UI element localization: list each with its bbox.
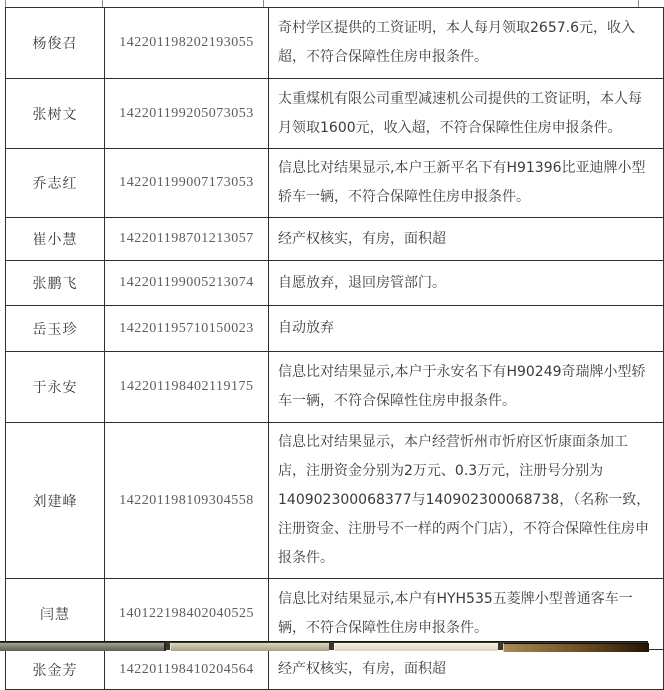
taskbar (0, 641, 648, 650)
table-row (6, 650, 664, 690)
table-row (6, 8, 664, 79)
cell-applicant-name: 乔志红 (6, 149, 105, 218)
cell-review-result: 信息比对结果显示,本户有HYH535五菱牌小型普通客车一辆，不符合保障性住房申报条件。 (269, 579, 664, 650)
cell-id-number: 140122198402040525 (105, 579, 269, 650)
cell-applicant-name: 张鹏飞 (6, 261, 105, 306)
table-row (6, 423, 664, 579)
table-gridline (263, 0, 264, 7)
cell-id-number: 142201198410204564 (105, 650, 269, 690)
table-gridline (5, 0, 6, 7)
cell-applicant-name: 刘建峰 (6, 423, 105, 579)
table-gridline (102, 0, 103, 7)
clipped-previous-row (5, 0, 639, 7)
cell-review-result: 自愿放弃，退回房管部门。 (269, 261, 664, 306)
cell-review-result: 太重煤机有限公司重型减速机公司提供的工资证明，本人每月领取1600元，收入超，不符合保障性住房申报条件。 (269, 79, 664, 149)
cell-applicant-name: 崔小慧 (6, 218, 105, 261)
cell-applicant-name: 闫慧 (6, 579, 105, 650)
cell-applicant-name: 杨俊召 (6, 8, 105, 79)
table-row (6, 306, 664, 352)
table-row (6, 79, 664, 149)
table-row (6, 352, 664, 423)
cell-id-number: 142201198701213057 (105, 218, 269, 261)
verification-table (5, 7, 664, 690)
table-row (6, 579, 664, 650)
cell-applicant-name: 岳玉珍 (6, 306, 105, 352)
taskbar-button-4[interactable] (503, 643, 649, 652)
cell-review-result: 自动放弃 (269, 306, 664, 352)
cell-applicant-name: 张金芳 (6, 650, 105, 690)
cell-id-number: 142201199205073053 (105, 79, 269, 149)
cell-applicant-name: 于永安 (6, 352, 105, 423)
cell-review-result: 经产权核实，有房，面积超 (269, 218, 664, 261)
table-row (6, 218, 664, 261)
cell-review-result: 信息比对结果显示,本户王新平名下有H91396比亚迪牌小型轿车一辆，不符合保障性住房申报条件。 (269, 149, 664, 218)
cell-id-number: 142201199007173053 (105, 149, 269, 218)
cell-id-number: 142201198109304558 (105, 423, 269, 579)
cell-review-result: 信息比对结果显示,本户于永安名下有H90249奇瑞牌小型轿车一辆，不符合保障性住房申报条件。 (269, 352, 664, 423)
cell-id-number: 142201195710150023 (105, 306, 269, 352)
cell-review-result: 经产权核实，有房，面积超 (269, 650, 664, 690)
verification-table-body (6, 8, 664, 690)
table-row (6, 149, 664, 218)
cell-id-number: 142201198202193055 (105, 8, 269, 79)
table-row (6, 261, 664, 306)
taskbar-button-2[interactable] (170, 643, 329, 651)
cell-id-number: 142201199005213074 (105, 261, 269, 306)
taskbar-button-1[interactable] (0, 643, 166, 651)
cell-review-result: 信息比对结果显示，本户经营忻州市忻府区忻康面条加工店，注册资金分别为2万元、0.3万元，注册号分别为140902300068377与140902300068738，（名称一致，注册资金、注册号不一样的两个门店），不符合保障性住房申报条件。 (269, 423, 664, 579)
taskbar-button-3[interactable] (334, 643, 498, 651)
table-gridline (638, 0, 639, 7)
cell-applicant-name: 张树文 (6, 79, 105, 149)
cell-review-result: 奇村学区提供的工资证明，本人每月领取2657.6元，收入超，不符合保障性住房申报条件。 (269, 8, 664, 79)
cell-id-number: 142201198402119175 (105, 352, 269, 423)
